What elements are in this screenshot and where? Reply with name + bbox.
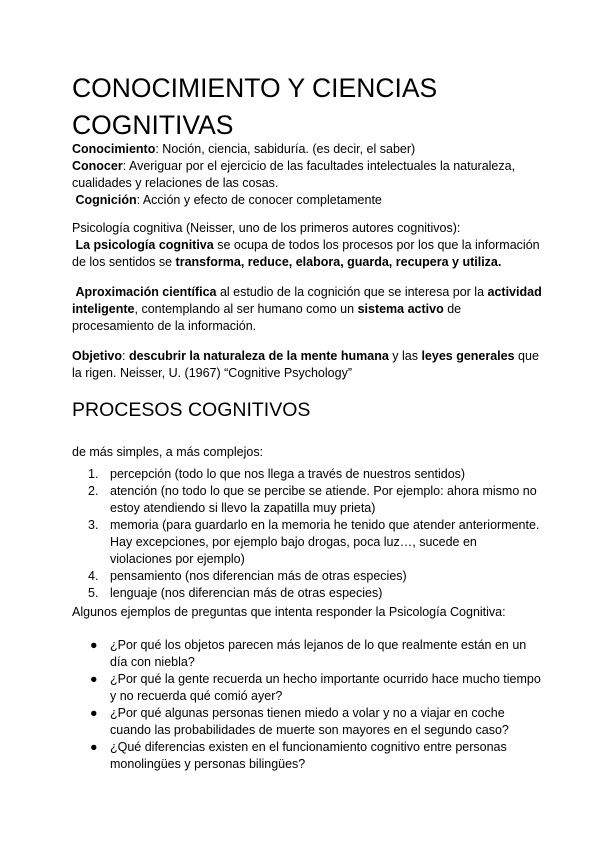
text: al estudio de la cognición que se interesa por la: [216, 285, 488, 299]
bold-text: actividad inteligente: [72, 285, 542, 316]
list-item: [72, 466, 542, 483]
text: , contemplando al ser humano como un: [134, 302, 358, 316]
term: Conocimiento: [72, 142, 156, 156]
aproximacion-paragraph: [72, 284, 542, 335]
list-number: 3.: [88, 518, 99, 532]
bold-text: sistema activo: [357, 302, 444, 316]
bold-text: transforma, reduce, elabora, guarda, recupera y utiliza.: [175, 255, 502, 269]
list-item-text: pensamiento (nos diferencian más de otras especies): [110, 569, 407, 583]
list-item: [72, 637, 542, 671]
bullet-icon: ●: [90, 706, 98, 720]
list-item: [72, 517, 542, 568]
objetivo-paragraph: [72, 348, 542, 382]
list-item-text: ¿Por qué algunas personas tienen miedo a volar y no a viajar en coche cuando las probabilidades de muerte son mayores en el segundo caso?: [110, 706, 509, 737]
list-item: [72, 705, 542, 739]
definition-text: : Noción, ciencia, sabiduría. (es decir, el saber): [155, 142, 416, 156]
text: de procesamiento de la información.: [72, 302, 462, 333]
list-item: [72, 585, 542, 602]
processes-list: [72, 466, 542, 602]
list-item: [72, 483, 542, 517]
list-item-text: lenguaje (nos diferencian más de otras especies): [110, 586, 383, 600]
bullet-icon: ●: [90, 672, 98, 686]
list-item-text: ¿Por qué los objetos parecen más lejanos de lo que realmente están en un día con niebla?: [110, 638, 527, 669]
term: Objetivo: [72, 349, 123, 363]
psico-paragraph: [72, 237, 542, 271]
list-item: [72, 671, 542, 705]
term: Cognición: [75, 193, 137, 207]
list-item-text: ¿Qué diferencias existen en el funcionamiento cognitivo entre personas monolingües y personas bilingües?: [110, 740, 507, 771]
bold-text: descubrir la naturaleza de la mente humana: [128, 349, 389, 363]
list-number: 5.: [88, 586, 99, 600]
list-number: 1.: [88, 467, 99, 481]
definition-text: : Acción y efecto de conocer completamente: [136, 193, 382, 207]
processes-intro: de más simples, a más complejos:: [72, 445, 264, 459]
list-item: [72, 739, 542, 773]
bold-text: leyes generales: [421, 349, 515, 363]
page-title: CONOCIMIENTO Y CIENCIAS COGNITIVAS: [72, 73, 438, 140]
bullet-icon: ●: [90, 740, 98, 754]
bullet-icon: ●: [90, 638, 98, 652]
separator: :: [122, 349, 129, 363]
definition-cognicion: [72, 192, 542, 209]
definition-conocer: [72, 158, 542, 192]
text: que la rigen. Neisser, U. (1967) “Cognitive Psychology”: [72, 349, 539, 380]
questions-intro: Algunos ejemplos de preguntas que intenta responder la Psicología Cognitiva:: [72, 605, 506, 619]
term: Conocer: [72, 159, 123, 173]
list-item: [72, 568, 542, 585]
term: Aproximación científica: [75, 285, 217, 299]
list-number: 4.: [88, 569, 99, 583]
term: La psicología cognitiva: [75, 238, 214, 252]
list-number: 2.: [88, 484, 99, 498]
definition-text: : Averiguar por el ejercicio de las facultades intelectuales la naturaleza, cualidades y relaciones de las cosas.: [72, 159, 516, 190]
list-item-text: atención (no todo lo que se percibe se atiende. Por ejemplo: ahora mismo no estoy atendiendo si llevo la zapatilla muy prieta): [110, 484, 537, 515]
questions-list: [72, 637, 542, 773]
list-item-text: ¿Por qué la gente recuerda un hecho importante ocurrido hace mucho tiempo y no recuerda qué comió ayer?: [110, 672, 541, 703]
text: y las: [388, 349, 422, 363]
section-title: PROCESOS COGNITIVOS: [72, 399, 311, 421]
definition-conocimiento: [72, 141, 542, 158]
psico-intro: Psicología cognitiva (Neisser, uno de los primeros autores cognitivos):: [72, 221, 461, 235]
list-item-text: percepción (todo lo que nos llega a través de nuestros sentidos): [110, 467, 466, 481]
text: se ocupa de todos los procesos por los que la información de los sentidos se: [72, 238, 540, 269]
list-item-text: memoria (para guardarlo en la memoria he tenido que atender anteriormente. Hay excepciones, por ejemplo bajo drogas, poca luz…, sucede en violaciones por ejemplo): [110, 518, 540, 566]
